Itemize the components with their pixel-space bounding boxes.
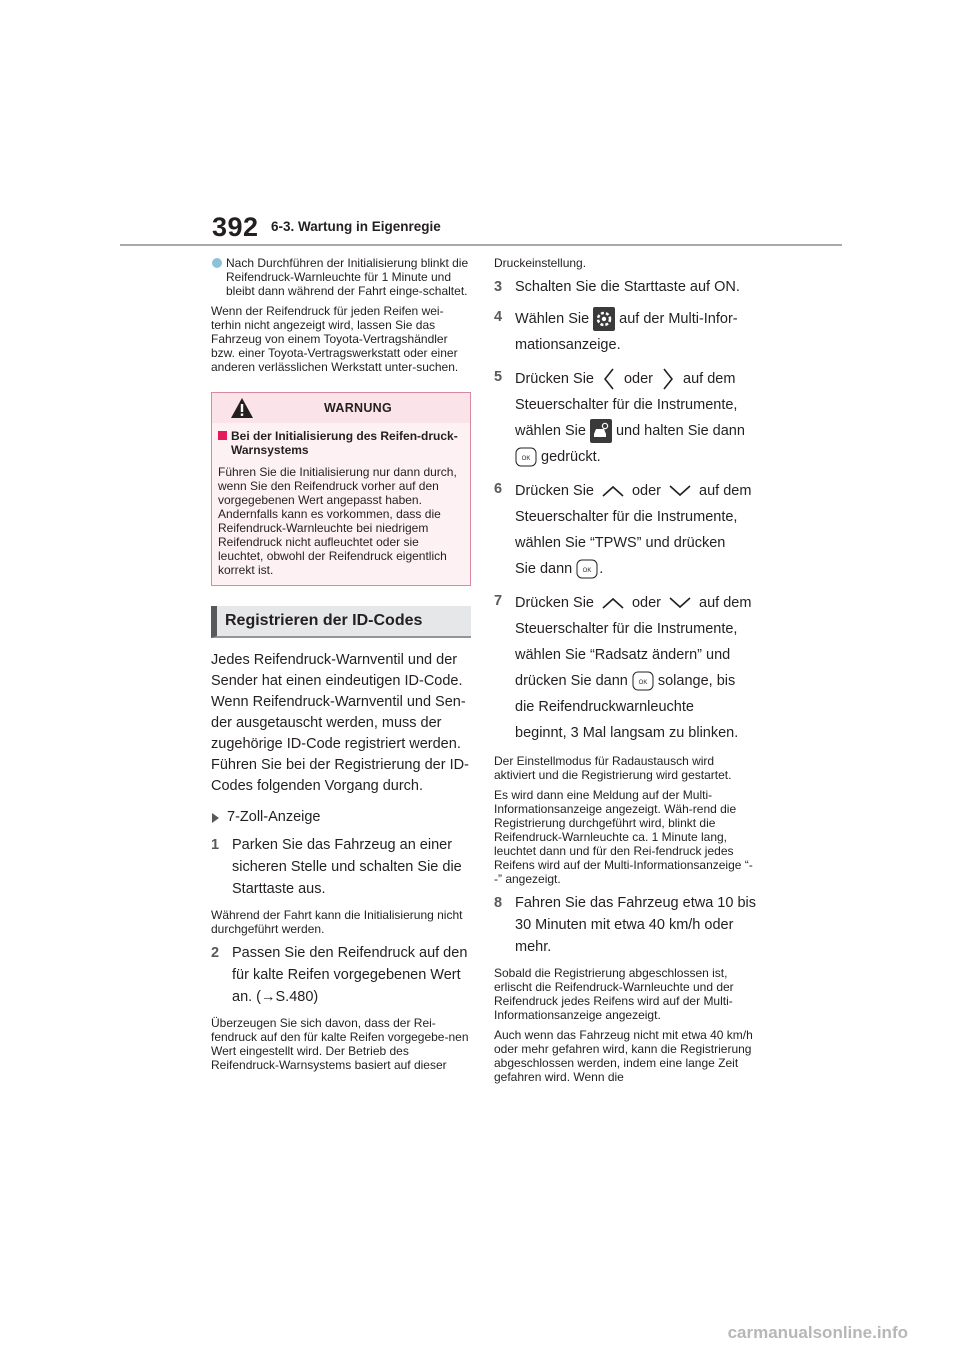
svg-text:OK: OK bbox=[521, 456, 531, 462]
page-number: 392 bbox=[212, 212, 259, 242]
triangle-bullet-icon bbox=[212, 813, 219, 823]
step-1: 1 Parken Sie das Fahrzeug an einer sicheren Stelle und schalten Sie die Starttaste aus. bbox=[211, 837, 462, 897]
svg-text:OK: OK bbox=[638, 680, 648, 686]
step-2-note: Überzeugen Sie sich davon, dass der Rei-fendruck auf den für kalte Reifen vorgegebe-nen Wert eingestellt wird. Der Betrieb des Reifendruck-Warnsystems basiert auf dieser bbox=[211, 1016, 469, 1072]
header-divider bbox=[120, 244, 842, 246]
step-7: 7 Drücken Sie oder auf dem Steuerschalter für die Instrumente, wählen Sie “Radsatz ändern” und drücken Sie dann OK solange, bis die Reifendruckwarnleuchte beginnt, 3 Mal langsam zu blinken. bbox=[494, 593, 752, 741]
square-bullet-icon bbox=[218, 431, 227, 440]
vehicle-settings-icon bbox=[590, 419, 612, 443]
left-column bbox=[211, 256, 471, 1078]
step-7-note-2: Es wird dann eine Meldung auf der Multi-Informationsanzeige angezeigt. Wäh-rend die Registrierung durchgeführt wird, blinkt die Reifendruck-Warnleuchte ca. 1 Minute lang, leuchtet dann und für den Rei-fendruck jedes Reifens wird auf der Multi-Informationsanzeige “--” angezeigt. bbox=[494, 788, 753, 886]
warning-body bbox=[212, 423, 470, 585]
gear-icon bbox=[593, 307, 615, 331]
warning-subtitle: Bei der Initialisierung des Reifen-druck-Warnsystems bbox=[218, 429, 462, 457]
step-8: 8 Fahren Sie das Fahrzeug etwa 10 bis 30 Minuten mit etwa 40 km/h oder mehr. bbox=[494, 895, 756, 955]
bullet-note: Nach Durchführen der Initialisierung blinkt die Reifendruck-Warnleuchte für 1 Minute und bleibt dann während der Fahrt einge-schaltet. bbox=[211, 256, 471, 298]
paragraph: Wenn der Reifendruck für jeden Reifen wei-terhin nicht angezeigt wird, lassen Sie das Fahrzeug von einem Toyota-Vertragshändler bzw. einer Toyota-Vertragswerkstatt oder einer anderen verlässlichen Werkstatt unter-suchen. bbox=[211, 304, 459, 374]
step-7-note-1: Der Einstellmodus für Radaustausch wird aktiviert und die Registrierung wird gestartet. bbox=[494, 754, 732, 782]
step-3: 3 Schalten Sie die Starttaste auf ON. bbox=[494, 279, 740, 295]
chevron-down-icon bbox=[669, 485, 691, 497]
warning-text: Führen Sie die Initialisierung nur dann durch, wenn Sie den Reifendruck vorher auf den vorgegebenen Wert angepasst haben. Andernfalls kann es vorkommen, dass die Reifendruck-Warnleuchte bei niedrigem Reifendruck nicht aufleuchtet oder sie leuchtet, obwohl der Reifendruck eigentlich korrekt ist. bbox=[218, 465, 457, 577]
step-8-note-1: Sobald die Registrierung abgeschlossen ist, erlischt die Reifendruck-Warnleuchte und der Reifendruck jedes Reifens wird auf der Multi-Informationsanzeige angezeigt. bbox=[494, 966, 734, 1022]
svg-text:OK: OK bbox=[582, 568, 592, 574]
step-6: 6 Drücken Sie oder auf dem Steuerschalter für die Instrumente, wählen Sie “TPWS” und drücken Sie dann OK . bbox=[494, 481, 752, 577]
step-8-note-2: Auch wenn das Fahrzeug nicht mit etwa 40 km/h oder mehr gefahren wird, kann die Registrierung abgeschlossen werden, indem eine lange Zeit gefahren wird. Wenn die bbox=[494, 1028, 753, 1084]
step-1-note: Während der Fahrt kann die Initialisierung nicht durchgeführt werden. bbox=[211, 908, 463, 936]
ok-button-icon bbox=[576, 559, 598, 579]
section-heading: Registrieren der ID-Codes bbox=[211, 606, 471, 638]
chevron-right-icon bbox=[663, 368, 673, 390]
section-title: 6-3. Wartung in Eigenregie bbox=[271, 219, 441, 234]
ok-button-icon bbox=[632, 671, 654, 691]
chevron-up-icon bbox=[602, 597, 624, 609]
footer-watermark: carmanualsonline.info bbox=[727, 1323, 908, 1342]
step-5: 5 Drücken Sie oder auf dem Steuerschalter für die Instrumente, wählen Sie und halten Sie dann OK gedrückt. bbox=[494, 369, 745, 465]
continued-text: Druckeinstellung. bbox=[494, 256, 587, 270]
ok-button-icon bbox=[515, 447, 537, 467]
chevron-left-icon bbox=[604, 368, 614, 390]
display-variant: 7-Zoll-Anzeige bbox=[211, 807, 471, 828]
warning-triangle-icon bbox=[230, 397, 254, 419]
right-column bbox=[494, 256, 756, 1090]
warning-header bbox=[212, 393, 470, 423]
step-2: 2 Passen Sie den Reifendruck auf den für kalte Reifen vorgegebenen Wert an. (→S.480) bbox=[211, 945, 468, 1005]
warning-box bbox=[211, 392, 471, 586]
bullet-dot-icon bbox=[212, 258, 222, 268]
step-4: 4 Wählen Sie auf der Multi-Infor- mationsanzeige. bbox=[494, 309, 738, 353]
chevron-down-icon bbox=[669, 597, 691, 609]
body-text: Jedes Reifendruck-Warnventil und der Sender hat einen eindeutigen ID-Code. Wenn Reifendruck-Warnventil und Sen-der ausgetauscht werden, muss der zugehörige ID-Code registriert werden. Führen Sie bei der Registrierung der ID-Codes folgenden Vorgang durch. bbox=[211, 652, 469, 794]
warning-title: WARNUNG bbox=[323, 401, 393, 415]
chevron-up-icon bbox=[602, 485, 624, 497]
